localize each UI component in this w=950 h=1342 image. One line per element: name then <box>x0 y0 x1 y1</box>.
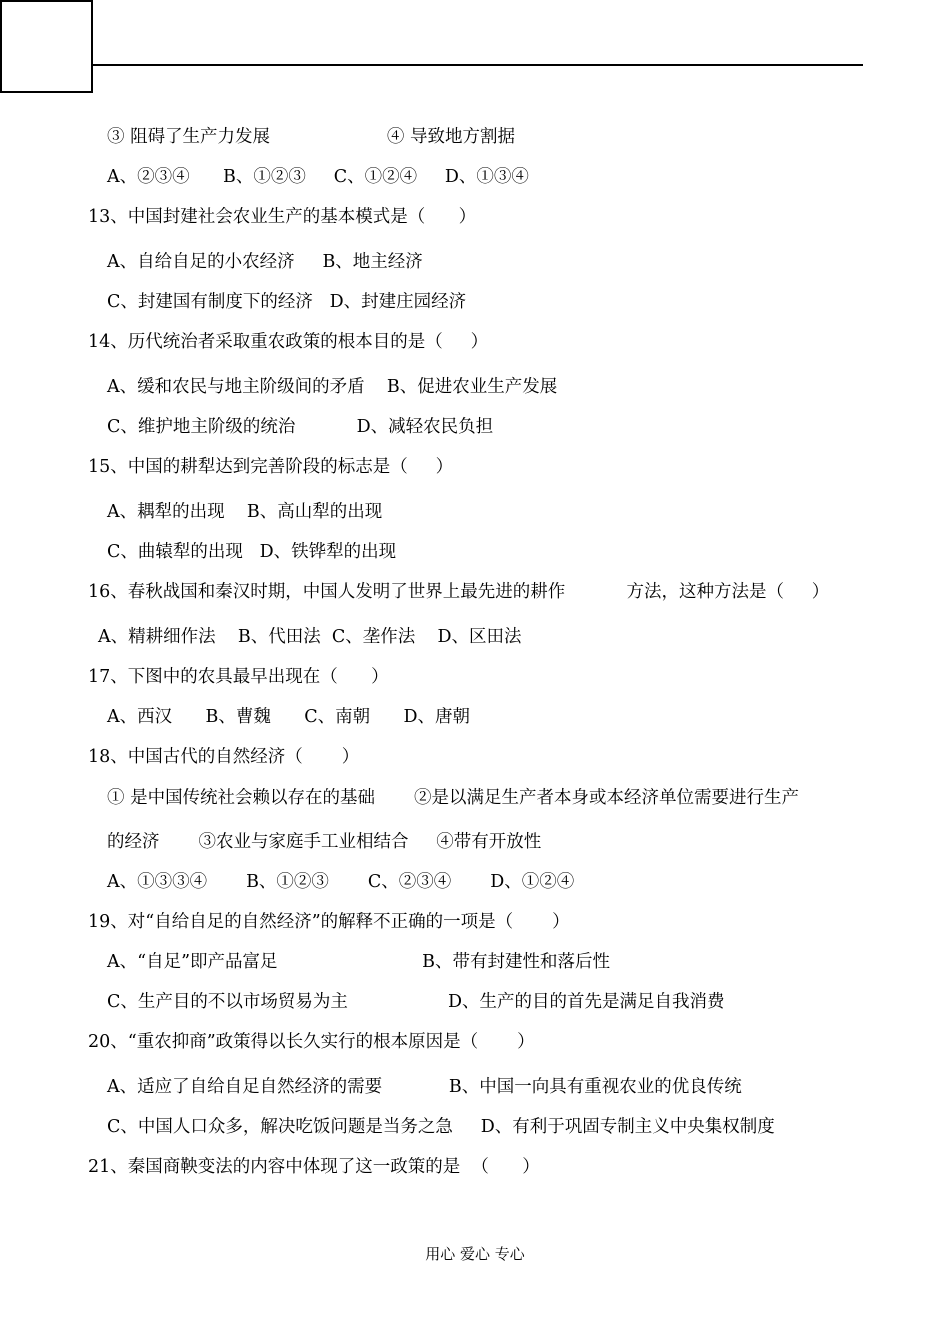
question-16-options: A、精耕细作法 B、代田法 C、垄作法 D、区田法 <box>98 627 522 647</box>
question-16: 16、春秋战国和秦汉时期，中国人发明了世界上最先进的耕作 方法，这种方法是（ ） <box>88 582 830 602</box>
question-18: 18、中国古代的自然经济（ ） <box>88 747 360 767</box>
question-13-options-cd: C、封建国有制度下的经济 D、封建庄园经济 <box>107 292 467 312</box>
question-18-statements-2: 的经济 ③农业与家庭手工业相结合 ④带有开放性 <box>107 832 542 852</box>
page-footer: 用心 爱心 专心 <box>425 1245 525 1263</box>
question-12-options-cont: ③ 阻碍了生产力发展 ④ 导致地方割据 <box>107 127 515 147</box>
question-19-options-cd: C、生产目的不以市场贸易为主 D、生产的目的首先是满足自我消费 <box>107 992 725 1012</box>
question-13-options-ab: A、自给自足的小农经济 B、地主经济 <box>107 252 423 272</box>
question-18-statements-1: ① 是中国传统社会赖以存在的基础 ②是以满足生产者本身或本经济单位需要进行生产 <box>107 788 799 808</box>
question-14: 14、历代统治者采取重农政策的根本目的是（ ） <box>88 332 489 352</box>
corner-box <box>0 0 93 93</box>
question-12-answers: A、②③④ B、①②③ C、①②④ D、①③④ <box>107 167 529 187</box>
question-20-options-cd: C、中国人口众多，解决吃饭问题是当务之急 D、有利于巩固专制主义中央集权制度 <box>107 1117 775 1137</box>
question-14-options-cd: C、维护地主阶级的统治 D、减轻农民负担 <box>107 417 494 437</box>
question-19-options-ab: A、“自足”即产品富足 B、带有封建性和落后性 <box>107 952 611 972</box>
question-19: 19、对“自给自足的自然经济”的解释不正确的一项是（ ） <box>88 912 570 932</box>
question-15-options-ab: A、耦犁的出现 B、高山犁的出现 <box>107 502 383 522</box>
question-13: 13、中国封建社会农业生产的基本模式是（ ） <box>88 207 477 227</box>
question-14-options-ab: A、缓和农民与地主阶级间的矛盾 B、促进农业生产发展 <box>107 377 558 397</box>
question-15-options-cd: C、曲辕犁的出现 D、铁铧犁的出现 <box>107 542 397 562</box>
question-15: 15、中国的耕犁达到完善阶段的标志是（ ） <box>88 457 454 477</box>
question-20: 20、“重农抑商”政策得以长久实行的根本原因是（ ） <box>88 1032 535 1052</box>
question-18-options: A、①③③④ B、①②③ C、②③④ D、①②④ <box>107 872 575 892</box>
question-20-options-ab: A、适应了自给自足自然经济的需要 B、中国一向具有重视农业的优良传统 <box>107 1077 742 1097</box>
question-21: 21、秦国商鞅变法的内容中体现了这一政策的是 （ ） <box>88 1157 540 1177</box>
question-17-options: A、西汉 B、曹魏 C、南朝 D、唐朝 <box>107 707 471 727</box>
question-17: 17、下图中的农具最早出现在（ ） <box>88 667 389 687</box>
header-rule <box>91 64 863 66</box>
